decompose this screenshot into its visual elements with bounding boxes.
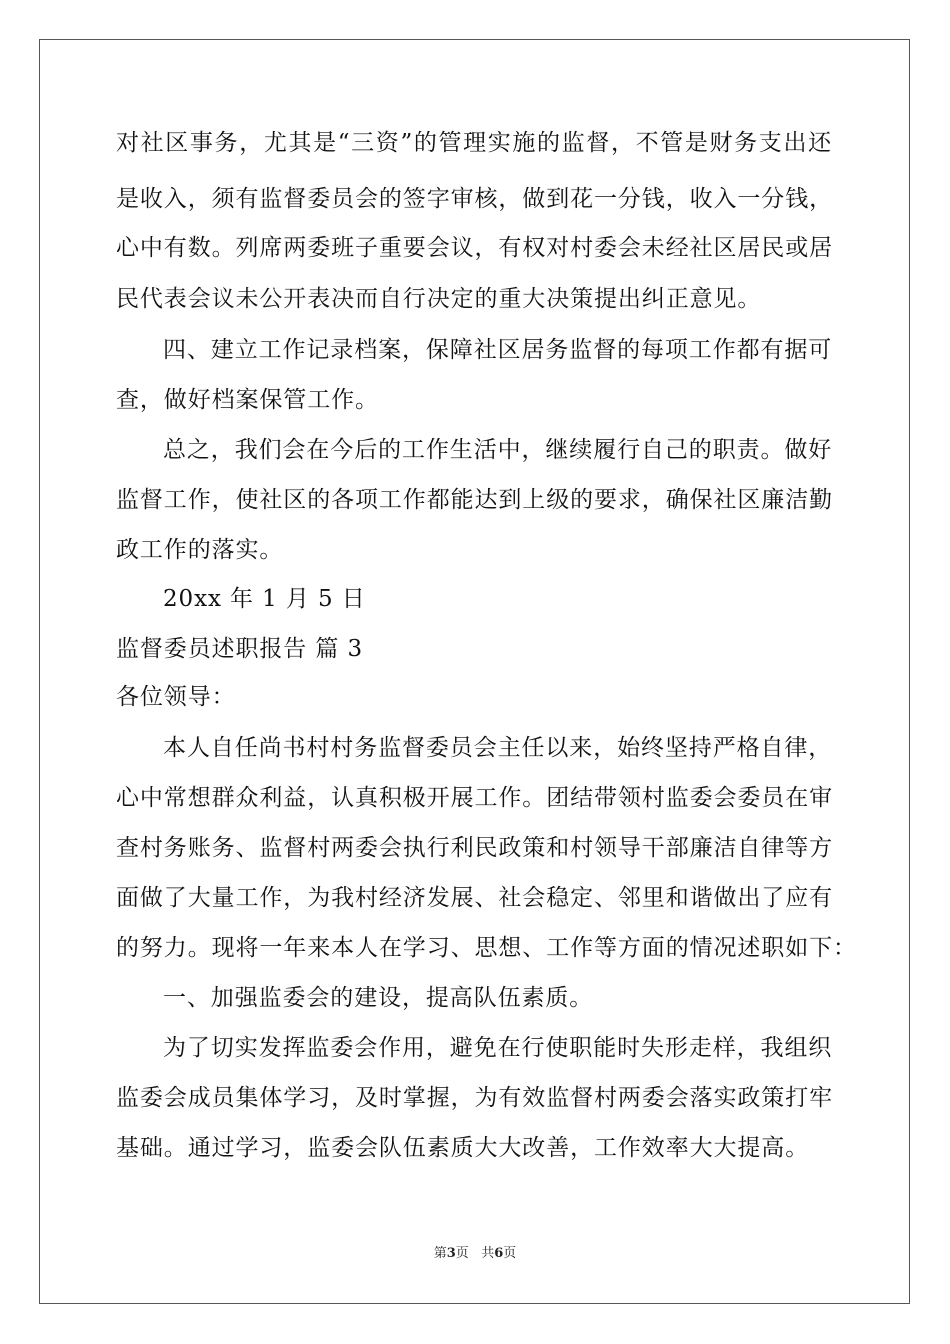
body-line: 对社区事务，尤其是“三资”的管理实施的监督，不管是财务支出还 bbox=[116, 130, 832, 156]
page-footer bbox=[0, 1246, 950, 1262]
total-pages: 6 bbox=[494, 1246, 504, 1261]
body-line: 政工作的落实。 bbox=[116, 537, 284, 563]
body-line: 查村务账务、监督村两委会执行利民政策和村领导干部廉洁自律等方 bbox=[116, 835, 833, 861]
body-line: 民代表会议未公开表决而自行决定的重大决策提出纠正意见。 bbox=[116, 286, 762, 312]
body-line: 心中常想群众利益，认真积极开展工作。团结带领村监委会委员在审 bbox=[116, 785, 833, 811]
total-label: 共 bbox=[481, 1246, 495, 1261]
body-line: 的努力。现将一年来本人在学习、思想、工作等方面的情况述职如下： bbox=[116, 935, 857, 961]
date-line: 20xx 年 1 月 5 日 bbox=[163, 586, 366, 612]
body-line: 心中有数。列席两委班子重要会议，有权对村委会未经社区居民或居 bbox=[116, 235, 833, 261]
body-line: 监督工作，使社区的各项工作都能达到上级的要求，确保社区廉洁勤 bbox=[116, 487, 833, 513]
paragraph-line: 四、建立工作记录档案，保障社区居务监督的每项工作都有据可 bbox=[163, 337, 833, 363]
body-line: 查，做好档案保管工作。 bbox=[116, 387, 379, 413]
paragraph-line: 总之，我们会在今后的工作生活中，继续履行自己的职责。做好 bbox=[163, 437, 833, 463]
body-line: 面做了大量工作，为我村经济发展、社会稳定、邻里和谐做出了应有 bbox=[116, 885, 833, 911]
salutation: 各位领导： bbox=[116, 684, 236, 710]
page-suffix: 页 bbox=[455, 1246, 469, 1261]
paragraph-line: 本人自任尚书村村务监督委员会主任以来，始终坚持严格自律， bbox=[163, 735, 833, 761]
body-line: 监委会成员集体学习，及时掌握，为有效监督村两委会落实政策打牢 bbox=[116, 1085, 833, 1111]
body-line: 基础。通过学习，监委会队伍素质大大改善，工作效率大大提高。 bbox=[116, 1135, 810, 1161]
section-heading: 监督委员述职报告 篇 3 bbox=[116, 636, 364, 662]
paragraph-line: 一、加强监委会的建设，提高队伍素质。 bbox=[163, 985, 594, 1011]
page-number: 3 bbox=[446, 1246, 456, 1261]
page-border bbox=[39, 39, 910, 1304]
total-suffix: 页 bbox=[503, 1246, 517, 1261]
body-line: 是收入，须有监督委员会的签字审核，做到花一分钱，收入一分钱， bbox=[116, 186, 833, 212]
paragraph-line: 为了切实发挥监委会作用，避免在行使职能时失形走样，我组织 bbox=[163, 1035, 833, 1061]
page-label: 第 bbox=[433, 1246, 447, 1261]
